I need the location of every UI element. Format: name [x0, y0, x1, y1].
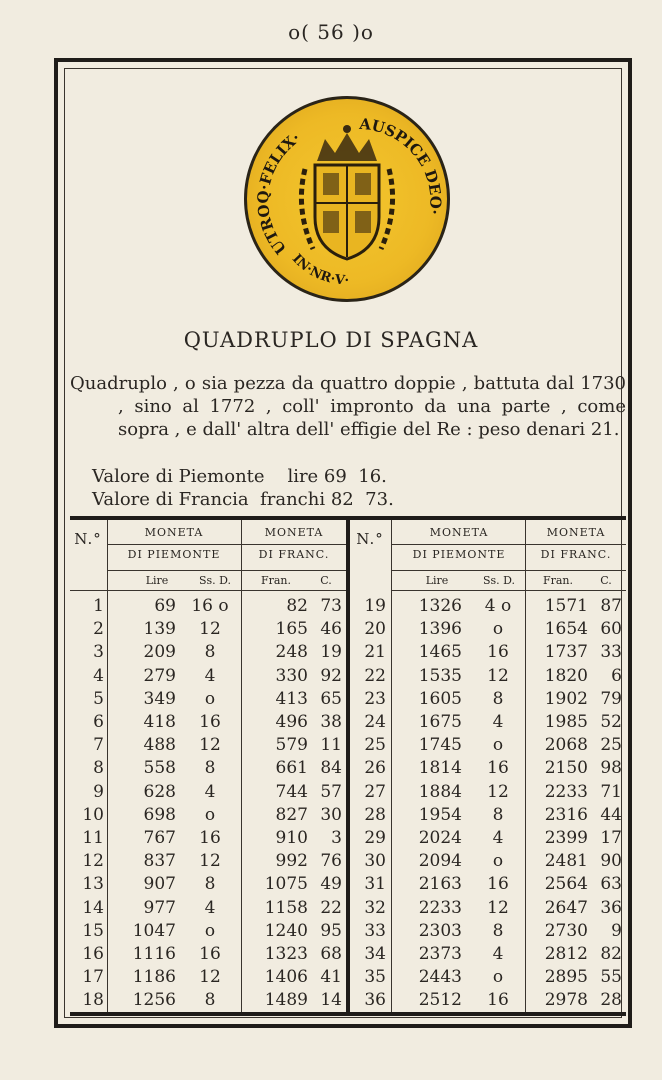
table-cell-left-n: 2	[93, 619, 104, 640]
table-cell-right-c: 82	[600, 944, 622, 964]
table-cell-left-n: 16	[82, 944, 104, 964]
table-cell-right-ss: 12	[487, 897, 509, 918]
table-cell-left-ss: 12	[199, 619, 221, 640]
header-di-piemonte-right: DI PIEMONTE	[412, 548, 506, 561]
table-cell-left-c: 57	[320, 781, 342, 802]
table-cell-right-lire: 2512	[418, 990, 462, 1011]
table-cell-left-ss: 12	[199, 735, 221, 756]
table-cell-right-lire: 2373	[418, 944, 462, 964]
table-cell-left-c: 19	[320, 642, 342, 663]
table-cell-right-fran: 1654	[544, 619, 588, 640]
table-cell-left-n: 15	[82, 920, 104, 941]
table-cell-right-fran: 1737	[544, 642, 588, 663]
table-cell-left-lire: 558	[143, 758, 176, 779]
table-cell-left-c: 49	[320, 874, 342, 895]
table-cell-left-c: 11	[320, 735, 342, 756]
table-cell-left-ss: 12	[199, 851, 221, 872]
table-cell-left-lire: 1186	[132, 967, 176, 988]
table-cell-left-lire: 488	[143, 735, 176, 756]
table-cell-right-fran: 1571	[544, 596, 588, 616]
table-cell-right-fran: 1820	[544, 665, 588, 686]
table-cell-left-lire: 1116	[132, 944, 176, 964]
table-cell-left-fran: 992	[275, 851, 308, 872]
table-cell-left-fran: 1075	[264, 874, 308, 895]
table-cell-right-lire: 1814	[418, 758, 462, 779]
table-cell-left-fran: 1240	[264, 920, 308, 941]
table-cell-right-ss: o	[492, 851, 504, 872]
table-cell-right-lire: 2094	[418, 851, 462, 872]
table-cell-left-ss: 12	[199, 967, 221, 988]
table-cell-right-fran: 2895	[544, 967, 588, 988]
table-cell-left-fran: 248	[275, 642, 308, 663]
table-cell-right-ss: 16	[487, 874, 509, 895]
table-cell-left-n: 13	[82, 874, 104, 895]
sub-fran-right: Fran.	[542, 574, 574, 587]
table-cell-left-ss: 8	[204, 642, 216, 663]
table-cell-right-ss: o	[492, 619, 504, 640]
table-cell-left-n: 1	[93, 596, 104, 616]
table-cell-left-fran: 827	[275, 804, 308, 825]
sub-fran-left: Fran.	[260, 574, 292, 587]
conversion-table	[70, 516, 626, 1016]
table-cell-right-ss: 16	[487, 758, 509, 779]
table-cell-right-c: 90	[600, 851, 622, 872]
table-cell-right-c: 98	[600, 758, 622, 779]
table-cell-left-c: 3	[331, 828, 342, 848]
table-cell-left-ss: o	[204, 688, 216, 709]
table-cell-right-ss: 4	[492, 944, 504, 964]
table-cell-right-n: 35	[364, 967, 386, 988]
table-cell-left-n: 5	[93, 688, 104, 709]
table-cell-right-c: 52	[600, 712, 622, 732]
table-cell-right-fran: 2068	[544, 735, 588, 756]
header-di-piemonte-left: DI PIEMONTE	[127, 548, 221, 561]
table-cell-left-n: 14	[82, 897, 104, 918]
coin-title: QUADRUPLO DI SPAGNA	[183, 328, 479, 352]
table-cell-left-ss: 8	[204, 758, 216, 779]
table-cell-left-ss: o	[204, 804, 216, 825]
table-cell-right-n: 32	[364, 897, 386, 918]
table-cell-right-lire: 1954	[418, 804, 462, 825]
table-cell-left-fran: 496	[275, 712, 308, 732]
table-cell-left-lire: 1256	[132, 990, 176, 1011]
table-cell-left-lire: 1047	[132, 920, 176, 941]
table-cell-left-fran: 910	[275, 828, 308, 848]
table-cell-right-lire: 2024	[418, 828, 462, 848]
table-cell-right-c: 17	[600, 828, 622, 848]
table-cell-right-c: 9	[611, 920, 622, 941]
table-cell-right-ss: 4	[492, 828, 504, 848]
value-francia: Valore di Francia franchi 82 73.	[92, 489, 394, 510]
table-cell-left-ss: 8	[204, 990, 216, 1011]
sub-c-left: C.	[320, 574, 332, 587]
table-cell-right-ss: 8	[492, 688, 504, 709]
header-no-left: N.°	[74, 530, 102, 548]
table-cell-left-c: 65	[320, 688, 342, 709]
header-moneta-piemonte-left: MONETA	[144, 526, 204, 539]
table-cell-right-lire: 2233	[418, 897, 462, 918]
table-cell-left-lire: 907	[143, 874, 176, 895]
table-cell-right-lire: 1745	[418, 735, 462, 756]
table-cell-right-n: 26	[364, 758, 386, 779]
table-cell-left-fran: 82	[286, 596, 308, 616]
table-cell-right-ss: o	[492, 967, 504, 988]
table-cell-right-ss: 12	[487, 781, 509, 802]
table-cell-right-n: 24	[364, 712, 386, 732]
table-cell-right-n: 25	[364, 735, 386, 756]
table-cell-right-fran: 2564	[544, 874, 588, 895]
table-cell-right-n: 20	[364, 619, 386, 640]
table-cell-right-n: 29	[364, 828, 386, 848]
table-cell-left-n: 4	[93, 665, 104, 686]
table-cell-right-lire: 1535	[418, 665, 462, 686]
table-cell-right-c: 44	[600, 804, 622, 825]
coin-illustration	[244, 96, 450, 302]
sub-lire-right: Lire	[425, 574, 449, 587]
table-cell-right-fran: 2233	[544, 781, 588, 802]
table-cell-left-n: 7	[93, 735, 104, 756]
svg-text:UTROQ·FELIX·	[254, 129, 303, 258]
table-cell-right-n: 22	[364, 665, 386, 686]
sub-ss-right: Ss. D.	[482, 574, 516, 587]
table-cell-left-ss: 4	[204, 897, 216, 918]
table-cell-right-n: 30	[364, 851, 386, 872]
header-moneta-piemonte-right: MONETA	[429, 526, 489, 539]
table-cell-left-n: 11	[82, 828, 104, 848]
table-cell-right-c: 55	[600, 967, 622, 988]
header-di-franc-left: DI FRANC.	[258, 548, 330, 561]
table-cell-right-ss: 12	[487, 665, 509, 686]
table-cell-right-lire: 1465	[418, 642, 462, 663]
coin-legend-left: UTROQ·FELIX·	[254, 128, 304, 258]
table-cell-left-c: 46	[320, 619, 342, 640]
header-moneta-franc-left: MONETA	[264, 526, 324, 539]
table-cell-left-c: 84	[320, 758, 342, 779]
table-cell-left-ss: 16	[199, 828, 221, 848]
table-cell-left-lire: 628	[143, 781, 176, 802]
sub-c-right: C.	[600, 574, 612, 587]
table-cell-left-n: 17	[82, 967, 104, 988]
table-cell-right-ss: 8	[492, 920, 504, 941]
header-moneta-franc-right: MONETA	[546, 526, 606, 539]
table-cell-left-fran: 1323	[264, 944, 308, 964]
table-cell-left-fran: 579	[275, 735, 308, 756]
table-cell-right-c: 79	[600, 688, 622, 709]
table-cell-right-lire: 1326	[418, 596, 462, 616]
table-cell-right-fran: 2481	[544, 851, 588, 872]
table-cell-left-lire: 349	[143, 688, 176, 709]
table-cell-left-fran: 744	[275, 781, 308, 802]
value-piemonte: Valore di Piemonte lire 69 16.	[92, 466, 387, 487]
table-cell-right-ss: 4 o	[484, 596, 512, 616]
table-cell-left-lire: 139	[143, 619, 176, 640]
table-cell-right-fran: 2647	[544, 897, 588, 918]
table-cell-left-lire: 698	[143, 804, 176, 825]
table-cell-right-c: 36	[600, 897, 622, 918]
table-cell-right-c: 6	[611, 665, 622, 686]
table-cell-left-c: 95	[320, 920, 342, 941]
table-cell-right-fran: 2978	[544, 990, 588, 1011]
table-cell-right-n: 21	[364, 642, 386, 663]
sub-ss-left: Ss. D.	[198, 574, 232, 587]
coin-legend-bottom: IN·NR·V·	[288, 251, 350, 289]
table-cell-right-fran: 2812	[544, 944, 588, 964]
table-cell-right-c: 33	[600, 642, 622, 663]
table-cell-left-lire: 69	[154, 596, 176, 616]
table-cell-right-lire: 1396	[418, 619, 462, 640]
table-cell-left-n: 18	[82, 990, 104, 1011]
table-cell-left-c: 22	[320, 897, 342, 918]
table-cell-left-c: 76	[320, 851, 342, 872]
table-cell-left-c: 14	[320, 990, 342, 1011]
table-cell-left-c: 92	[320, 665, 342, 686]
description-text: Quadruplo , o sia pezza da quattro doppie , battuta dal 1730 , sino al 1772 , coll' impronto da una parte , come sopra , e dall' altra dell' effigie del Re : peso denari 21.	[70, 373, 626, 440]
table-cell-right-c: 28	[600, 990, 622, 1011]
table-cell-right-c: 71	[600, 781, 622, 802]
table-cell-left-fran: 165	[275, 619, 308, 640]
table-cell-left-ss: o	[204, 920, 216, 941]
table-cell-left-c: 68	[320, 944, 342, 964]
table-cell-right-n: 33	[364, 920, 386, 941]
table-cell-left-c: 30	[320, 804, 342, 825]
table-cell-right-n: 31	[364, 874, 386, 895]
table-cell-left-ss: 16	[199, 712, 221, 732]
table-cell-left-n: 10	[82, 804, 104, 825]
page-number: o( 56 )o	[288, 20, 374, 44]
table-cell-left-fran: 1489	[264, 990, 308, 1011]
table-cell-left-lire: 418	[143, 712, 176, 732]
table-cell-left-fran: 330	[275, 665, 308, 686]
table-cell-right-ss: o	[492, 735, 504, 756]
table-cell-left-n: 9	[93, 781, 104, 802]
table-cell-right-fran: 2730	[544, 920, 588, 941]
coin-crest-icon	[247, 99, 447, 299]
table-cell-left-fran: 1406	[264, 967, 308, 988]
table-cell-right-ss: 8	[492, 804, 504, 825]
table-cell-right-n: 23	[364, 688, 386, 709]
table-cell-right-ss: 4	[492, 712, 504, 732]
table-cell-right-lire: 2303	[418, 920, 462, 941]
table-cell-right-fran: 2399	[544, 828, 588, 848]
table-cell-left-fran: 1158	[264, 897, 308, 918]
table-cell-right-ss: 16	[487, 990, 509, 1011]
table-cell-left-ss: 16	[199, 944, 221, 964]
table-cell-right-ss: 16	[487, 642, 509, 663]
table-cell-right-lire: 2443	[418, 967, 462, 988]
table-cell-left-n: 12	[82, 851, 104, 872]
sub-lire-left: Lire	[145, 574, 169, 587]
table-cell-right-c: 87	[600, 596, 622, 616]
table-cell-left-fran: 661	[275, 758, 308, 779]
table-cell-left-c: 41	[320, 967, 342, 988]
table-cell-right-fran: 1985	[544, 712, 588, 732]
table-cell-right-n: 36	[364, 990, 386, 1011]
table-cell-right-c: 25	[600, 735, 622, 756]
table-cell-left-n: 6	[93, 712, 104, 732]
table-cell-left-lire: 977	[143, 897, 176, 918]
table-cell-left-fran: 413	[275, 688, 308, 709]
table-cell-left-ss: 16 o	[191, 596, 229, 616]
table-cell-right-n: 27	[364, 781, 386, 802]
table-cell-left-lire: 767	[143, 828, 176, 848]
table-cell-right-lire: 2163	[418, 874, 462, 895]
table-cell-right-fran: 2150	[544, 758, 588, 779]
table-cell-right-n: 34	[364, 944, 386, 964]
table-cell-right-fran: 2316	[544, 804, 588, 825]
table-cell-left-lire: 279	[143, 665, 176, 686]
table-cell-left-ss: 4	[204, 665, 216, 686]
table-cell-right-c: 63	[600, 874, 622, 895]
table-cell-right-lire: 1675	[418, 712, 462, 732]
table-cell-left-ss: 8	[204, 874, 216, 895]
table-cell-right-lire: 1884	[418, 781, 462, 802]
table-cell-right-c: 60	[600, 619, 622, 640]
table-cell-right-n: 19	[364, 596, 386, 616]
coin-legend-right: AUSPICE DEO·	[358, 114, 445, 216]
table-cell-right-fran: 1902	[544, 688, 588, 709]
table-cell-left-lire: 209	[143, 642, 176, 663]
table-cell-left-ss: 4	[204, 781, 216, 802]
table-cell-left-n: 3	[93, 642, 104, 663]
table-cell-right-lire: 1605	[418, 688, 462, 709]
coin-description	[70, 372, 626, 441]
table-cell-left-c: 38	[320, 712, 342, 732]
table-cell-left-c: 73	[320, 596, 342, 616]
table-cell-right-n: 28	[364, 804, 386, 825]
table-cell-left-n: 8	[93, 758, 104, 779]
header-no-right: N.°	[356, 530, 384, 548]
header-di-franc-right: DI FRANC.	[540, 548, 612, 561]
table-cell-left-lire: 837	[143, 851, 176, 872]
